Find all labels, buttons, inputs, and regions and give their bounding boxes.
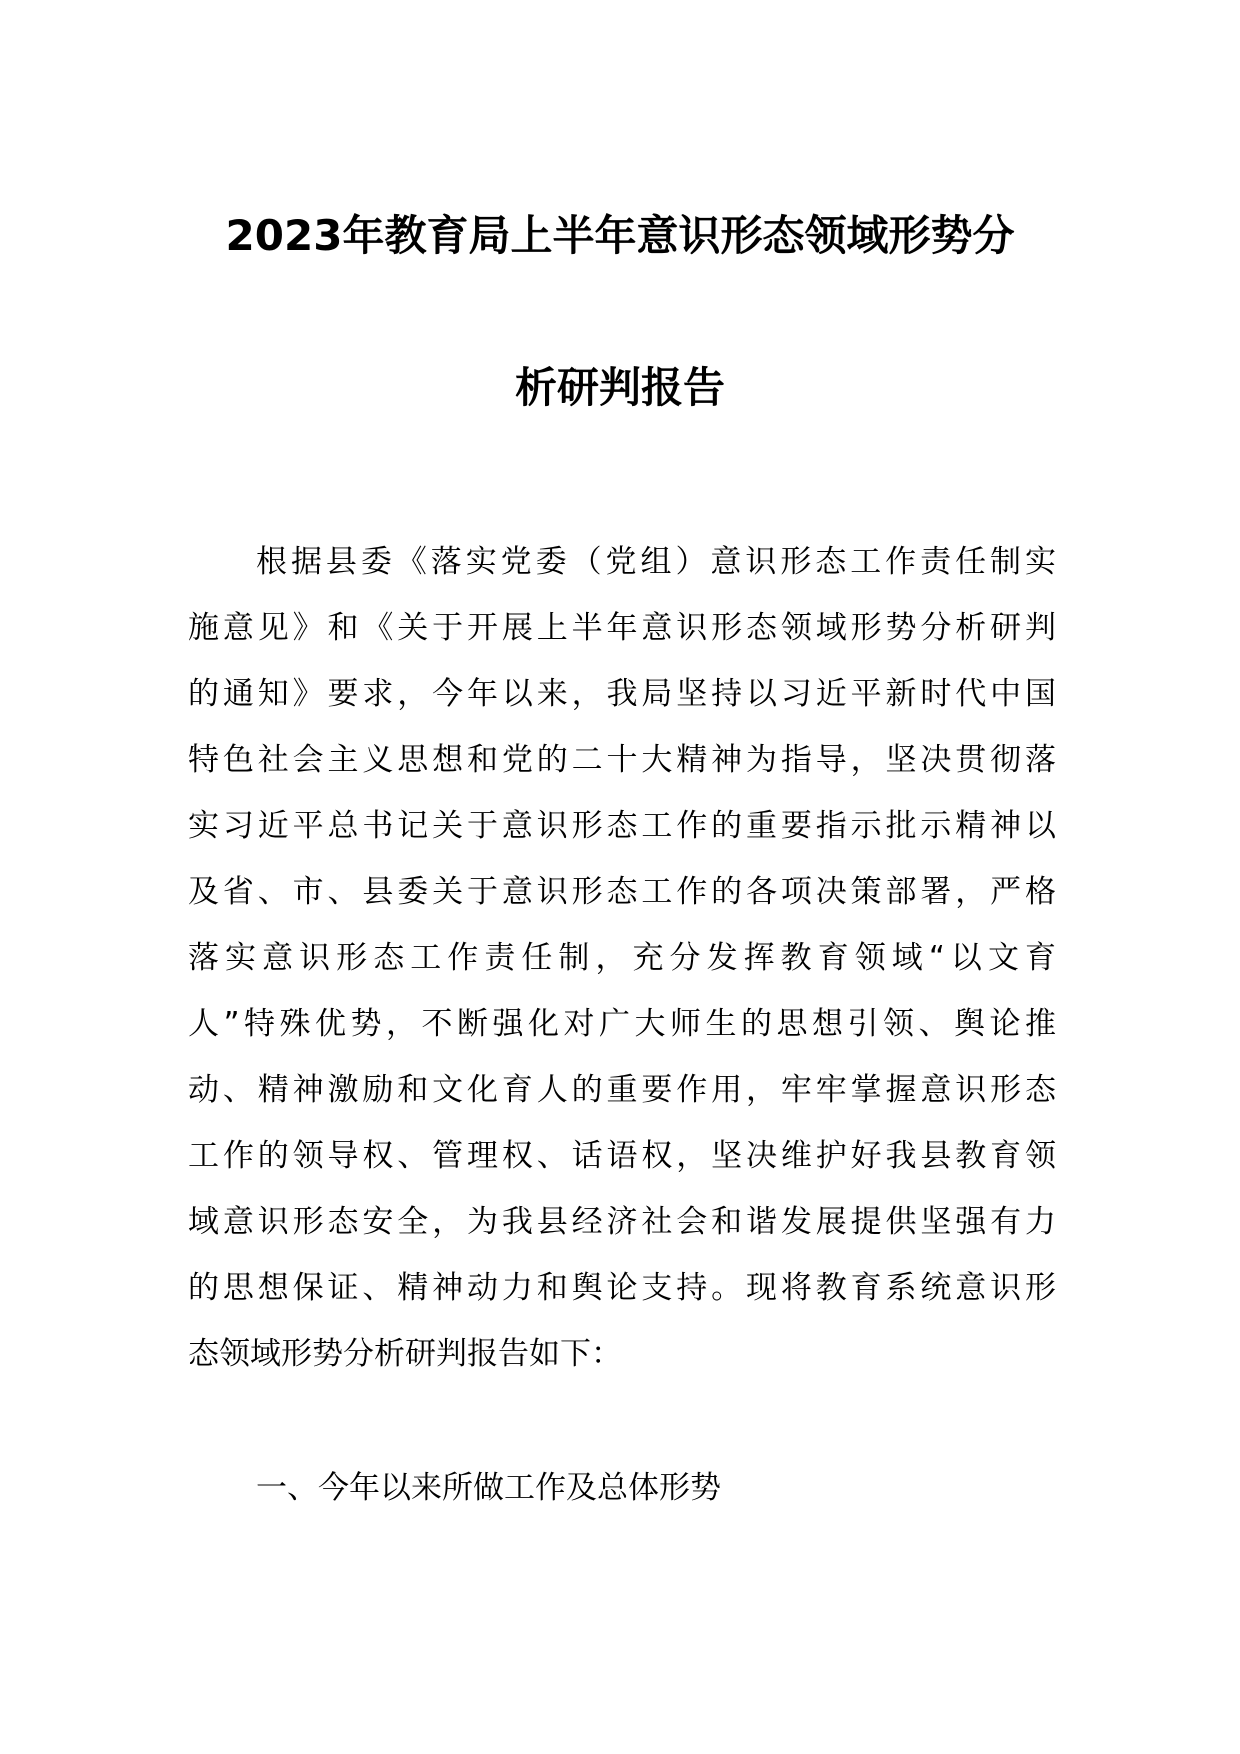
document-title-line-2: 析研判报告 (514, 363, 725, 412)
paragraph-line: 的思想保证、精神动力和舆论支持。现将教育系统意识形 (188, 1270, 1056, 1306)
section-heading: 一、今年以来所做工作及总体形势 (256, 1470, 721, 1506)
paragraph-line: 域意识形态安全，为我县经济社会和谐发展提供坚强有力 (188, 1204, 1056, 1240)
paragraph-line: 实习近平总书记关于意识形态工作的重要指示批示精神以 (188, 808, 1056, 844)
paragraph-line: 动、精神激励和文化育人的重要作用，牢牢掌握意识形态 (188, 1072, 1056, 1108)
paragraph-line: 工作的领导权、管理权、话语权，坚决维护好我县教育领 (188, 1138, 1056, 1174)
paragraph-line: 的通知》要求，今年以来，我局坚持以习近平新时代中国 (188, 676, 1056, 712)
paragraph-line: 特色社会主义思想和党的二十大精神为指导，坚决贯彻落 (188, 742, 1056, 778)
paragraph-line: 落实意识形态工作责任制，充分发挥教育领域“以文育 (188, 940, 1056, 976)
paragraph-line: 态领域形势分析研判报告如下： (188, 1336, 622, 1372)
paragraph-line: 及省、市、县委关于意识形态工作的各项决策部署，严格 (188, 874, 1056, 910)
paragraph-line: 人”特殊优势，不断强化对广大师生的思想引领、舆论推 (188, 1006, 1056, 1042)
paragraph-line: 施意见》和《关于开展上半年意识形态领域形势分析研判 (188, 610, 1056, 646)
paragraph-line: 根据县委《落实党委（党组）意识形态工作责任制实 (256, 544, 1056, 580)
document-title-line-1: 2023年教育局上半年意识形态领域形势分 (225, 211, 1015, 260)
